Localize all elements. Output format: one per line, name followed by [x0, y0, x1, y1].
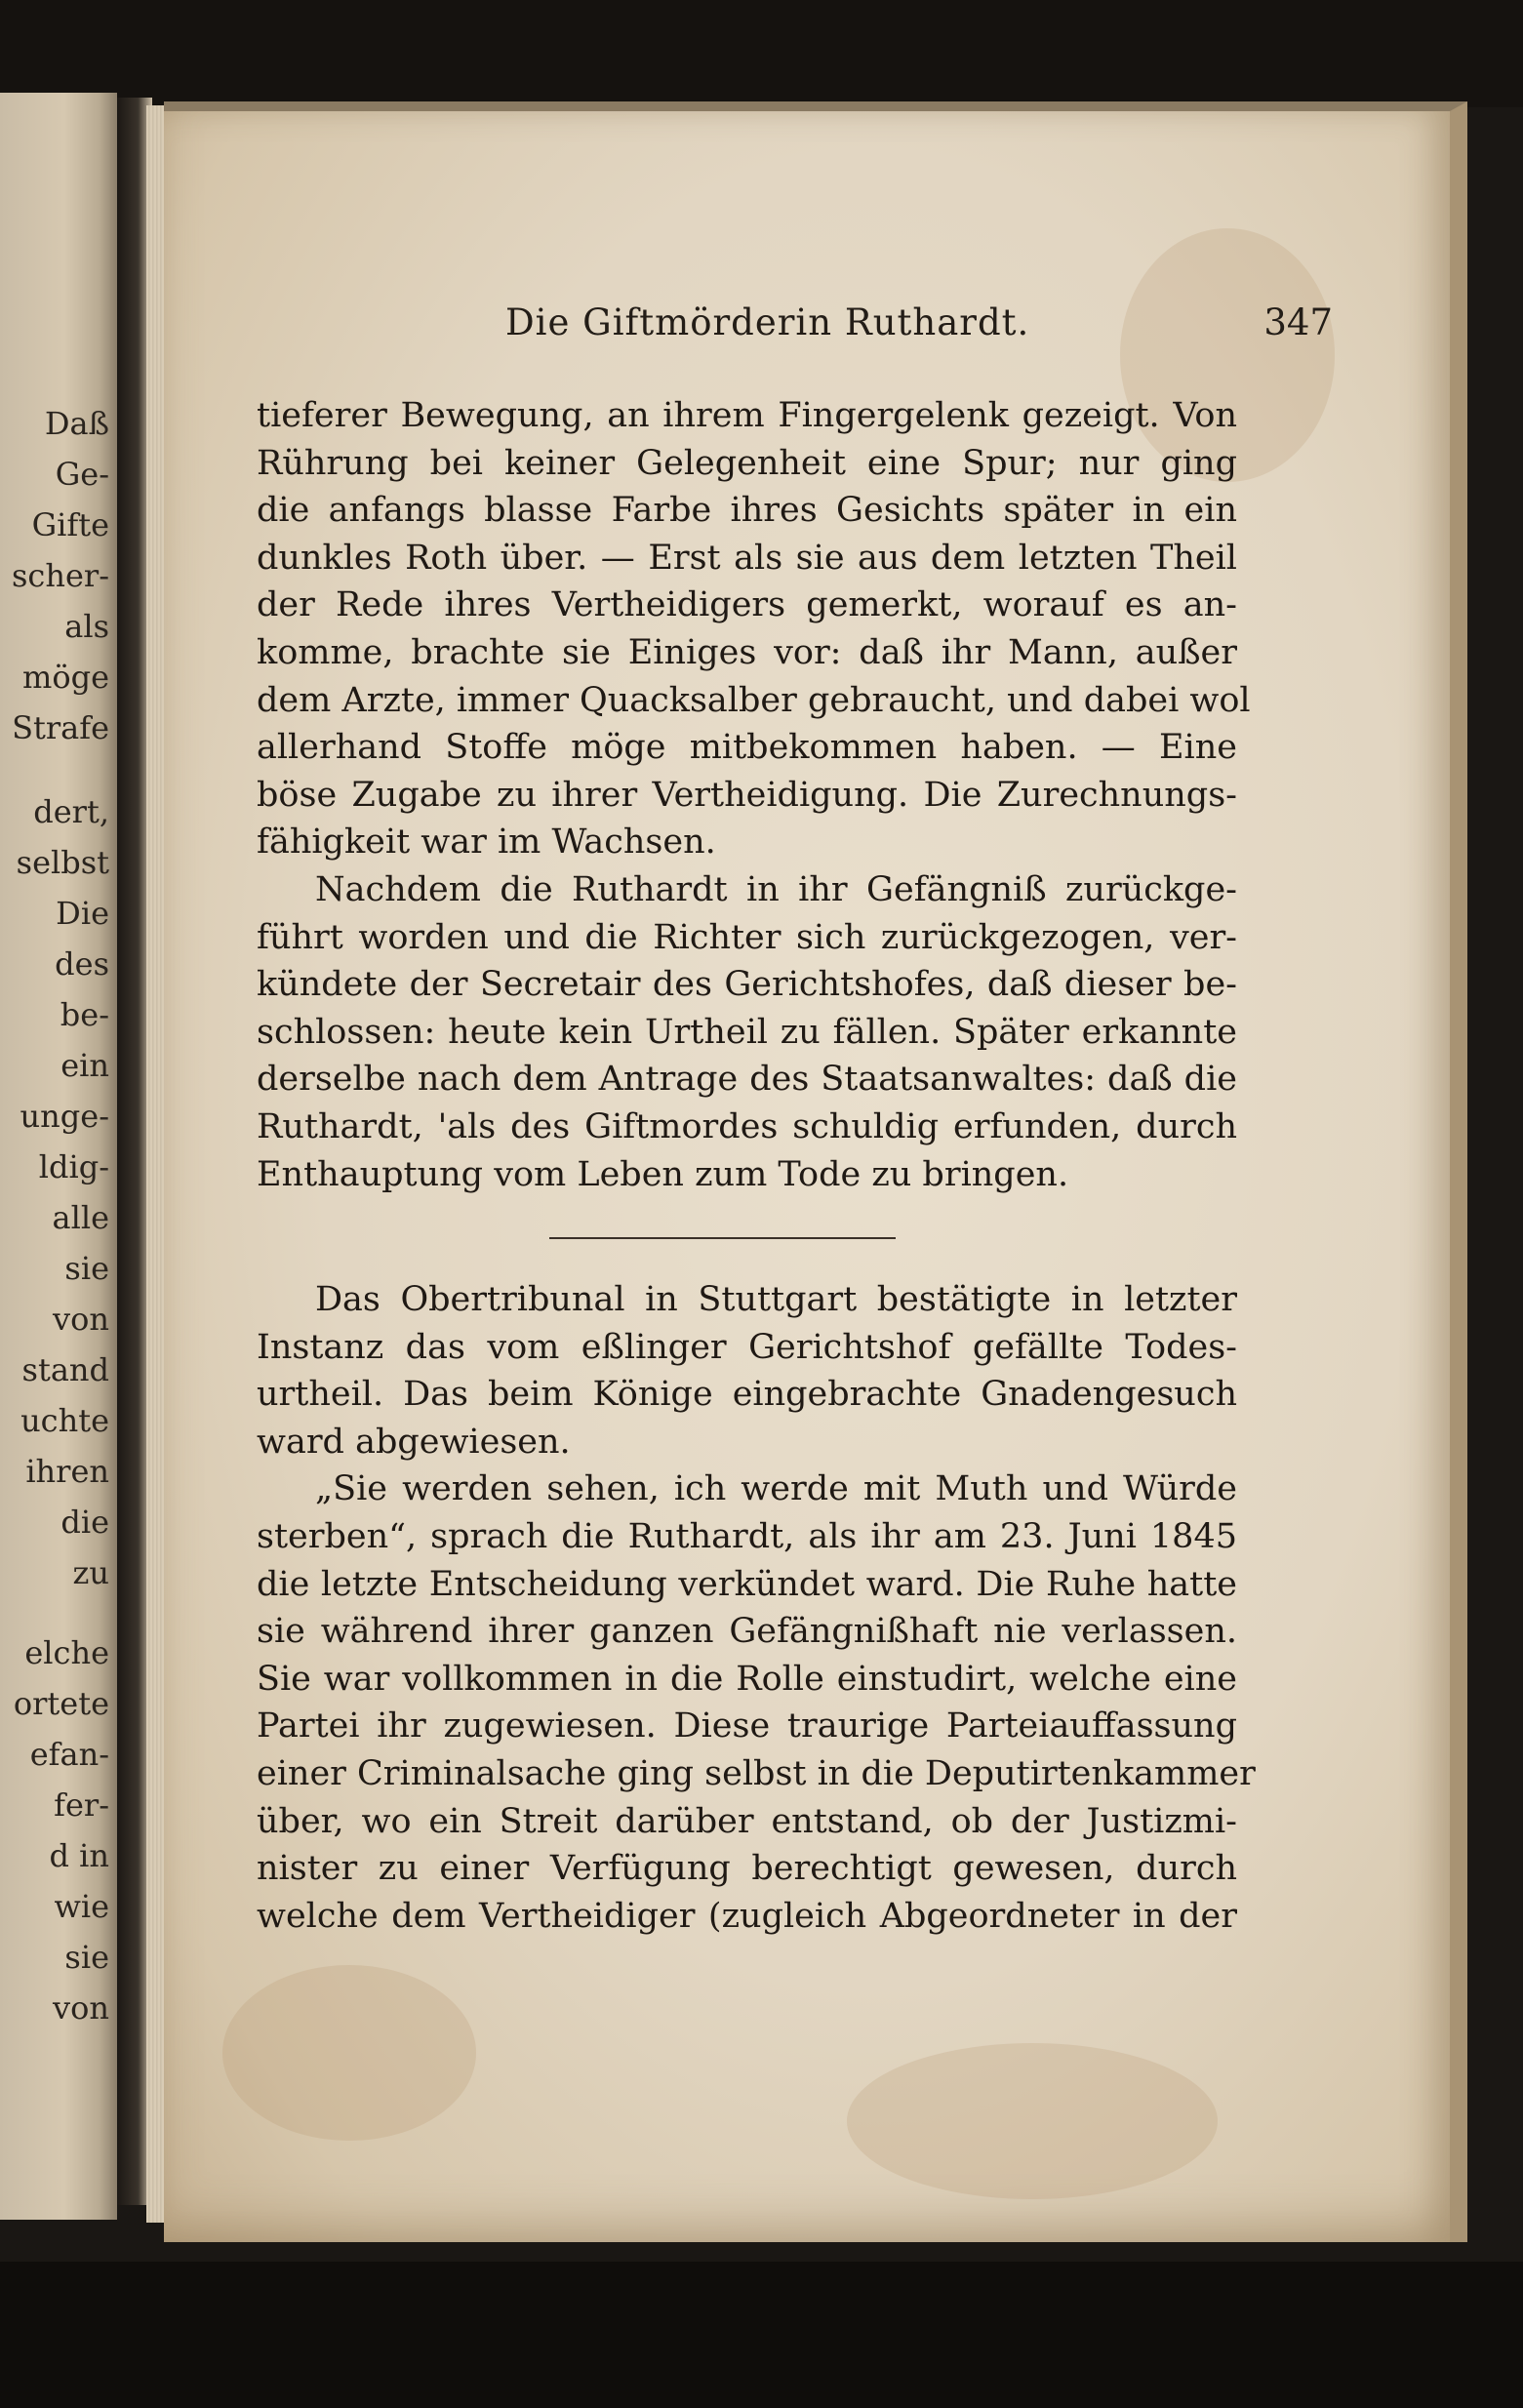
text-line: sie während ihrer ganzen Gefängnißhaft nie verlassen.	[257, 1612, 1237, 1652]
paragraph	[257, 1465, 1256, 1940]
prev-line: Strafe	[12, 709, 109, 746]
book-page	[164, 101, 1467, 2242]
text-line: Enthauptung vom Leben zum Tode zu bringen.	[257, 1154, 1069, 1194]
text-line: Instanz das vom eßlinger Gerichtshof gefällte Todes-	[257, 1327, 1237, 1367]
prev-line: zu	[72, 1554, 109, 1591]
prev-line: wie	[54, 1888, 109, 1925]
prev-line: d in	[49, 1837, 109, 1874]
prev-line: ihren	[25, 1453, 109, 1490]
text-line: tieferer Bewegung, an ihrem Fingergelenk gezeigt. Von	[257, 396, 1237, 435]
prev-line: Gifte	[31, 506, 109, 543]
prev-line: Daß	[44, 405, 109, 442]
text-line: Rührung bei keiner Gelegenheit eine Spur; nur ging	[257, 443, 1237, 483]
prev-line: unge-	[20, 1098, 109, 1135]
text-line: ward abgewiesen.	[257, 1422, 571, 1462]
text-line: komme, brachte sie Einiges vor: daß ihr Mann, außer	[257, 632, 1237, 672]
text-line: führt worden und die Richter sich zurückgezogen, ver-	[257, 917, 1237, 957]
text-line: kündete der Secretair des Gerichtshofes, daß dieser be-	[257, 965, 1237, 1005]
text-line: Nachdem die Ruthardt in ihr Gefängniß zurückge-	[315, 869, 1237, 909]
prev-line: von	[53, 1301, 109, 1338]
paragraph	[257, 866, 1237, 1198]
text-line: „Sie werden sehen, ich werde mit Muth und Würde	[315, 1469, 1237, 1509]
text-line: Ruthardt, 'als des Giftmordes schuldig erfunden, durch	[257, 1106, 1237, 1146]
text-line: einer Criminalsache ging selbst in die Deputirtenkammer	[257, 1754, 1256, 1794]
text-line: die letzte Entscheidung verkündet ward. Die Ruhe hatte	[257, 1564, 1237, 1604]
text-line: die anfangs blasse Farbe ihres Gesichts später in ein	[257, 491, 1237, 531]
prev-line: des	[55, 945, 109, 983]
prev-line: als	[64, 608, 109, 645]
prev-line: ein	[60, 1047, 109, 1084]
text-line: böse Zugabe zu ihrer Vertheidigung. Die Zurechnungs-	[257, 775, 1237, 815]
paragraph	[257, 1276, 1237, 1465]
prev-line: be-	[60, 996, 109, 1033]
scan-background-bottom	[0, 2262, 1523, 2408]
prev-line: die	[60, 1504, 109, 1541]
prev-line: uchte	[20, 1402, 109, 1439]
running-head	[164, 301, 1450, 360]
prev-line: sie	[64, 1250, 109, 1287]
text-line: dem Arzte, immer Quacksalber gebraucht, und dabei wol	[257, 680, 1251, 720]
prev-line: ortete	[13, 1685, 109, 1722]
prev-line: ldig-	[38, 1148, 109, 1185]
prev-line: Ge-	[55, 456, 109, 493]
prev-line: möge	[21, 659, 109, 696]
section-divider	[549, 1237, 896, 1239]
paragraph	[257, 392, 1251, 866]
text-line: derselbe nach dem Antrage des Staatsanwaltes: daß die	[257, 1060, 1237, 1100]
text-line: Das Obertribunal in Stuttgart bestätigte in letzter	[315, 1280, 1237, 1320]
page-number: 347	[1263, 301, 1333, 343]
text-line: allerhand Stoffe möge mitbekommen haben. — Eine	[257, 728, 1237, 768]
prev-line: sie	[64, 1939, 109, 1976]
prev-line: elche	[24, 1634, 109, 1671]
paper-stain	[222, 1965, 476, 2141]
paper-stain	[847, 2043, 1218, 2199]
text-line: über, wo ein Streit darüber entstand, ob der Justizmi-	[257, 1801, 1237, 1841]
prev-line: von	[53, 1989, 109, 2027]
prev-line: stand	[21, 1351, 109, 1388]
text-line: Partei ihr zugewiesen. Diese traurige Parteiauffassung	[257, 1706, 1237, 1746]
text-line: sterben“, sprach die Ruthardt, als ihr am 23. Juni 1845	[257, 1517, 1237, 1557]
prev-line: dert,	[33, 793, 109, 830]
prev-line: fer-	[54, 1786, 109, 1824]
text-line: fähigkeit war im Wachsen.	[257, 823, 716, 863]
text-line: welche dem Vertheidiger (zugleich Abgeordneter in der	[257, 1896, 1237, 1936]
prev-line: efan-	[29, 1736, 109, 1773]
prev-line: scher-	[12, 557, 109, 594]
text-line: nister zu einer Verfügung berechtigt gewesen, durch	[257, 1849, 1237, 1889]
body-text	[257, 392, 1256, 1940]
text-line: Sie war vollkommen in die Rolle einstudirt, welche eine	[257, 1659, 1237, 1699]
prev-line: Die	[56, 895, 109, 932]
prev-line: selbst	[16, 844, 109, 881]
text-line: urtheil. Das beim Könige eingebrachte Gnadengesuch	[257, 1375, 1237, 1415]
text-line: schlossen: heute kein Urtheil zu fällen. Später erkannte	[257, 1012, 1237, 1052]
text-line: der Rede ihres Vertheidigers gemerkt, worauf es an-	[257, 585, 1237, 625]
previous-page-edge	[0, 93, 117, 2220]
running-head-title: Die Giftmörderin Ruthardt.	[505, 301, 1030, 343]
scan-background-top	[0, 0, 1523, 107]
prev-line: alle	[52, 1199, 109, 1236]
text-line: dunkles Roth über. — Erst als sie aus dem letzten Theil	[257, 538, 1237, 578]
